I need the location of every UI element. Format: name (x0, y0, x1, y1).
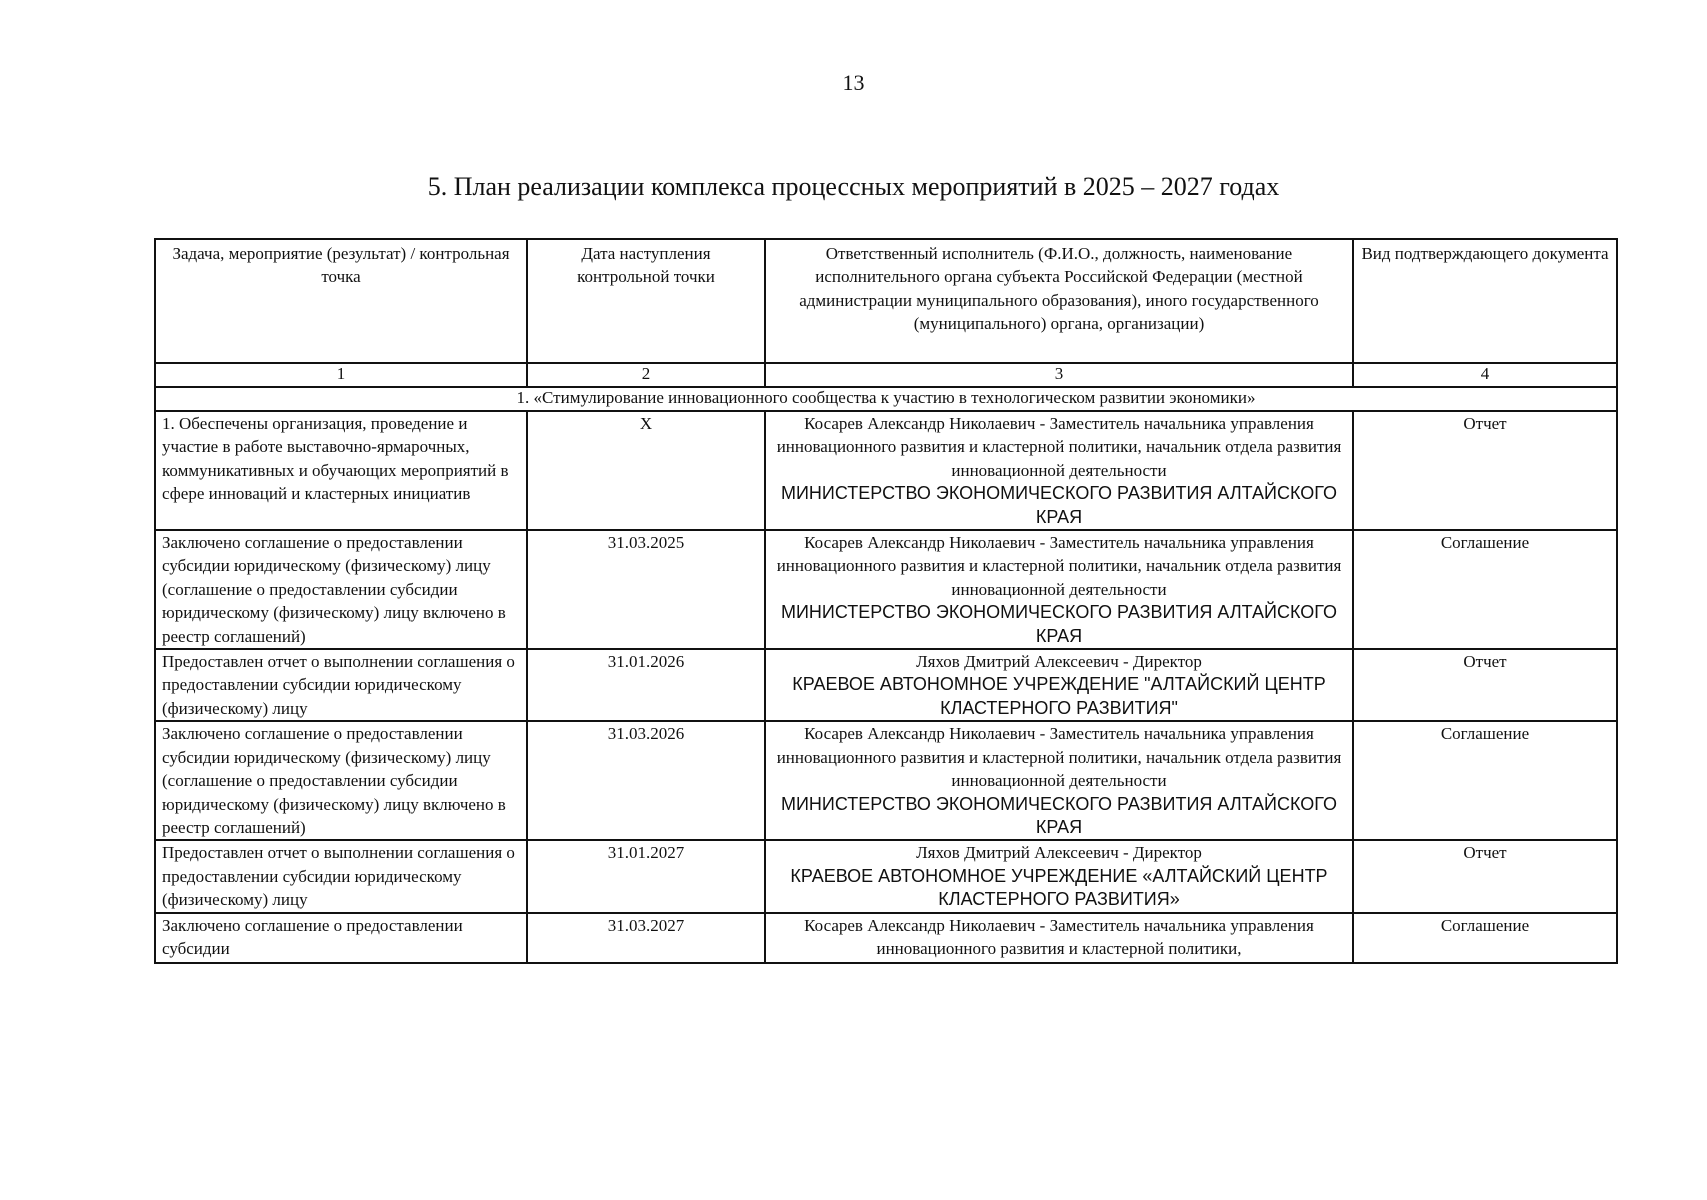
task-cell: Предоставлен отчет о выполнении соглашения о предоставлении субсидии юридическому (физическому) лицу (155, 840, 527, 912)
responsible-organization: МИНИСТЕРСТВО ЭКОНОМИЧЕСКОГО РАЗВИТИЯ АЛТАЙСКОГО КРАЯ (781, 602, 1337, 646)
table-row (155, 649, 1617, 721)
table-header-row (155, 239, 1617, 363)
column-number-row (155, 363, 1617, 387)
header-document: Вид подтверждающего документа (1353, 239, 1617, 363)
date-cell: 31.01.2026 (527, 649, 765, 721)
page-title: 5. План реализации комплекса процессных мероприятий в 2025 – 2027 годах (427, 172, 1280, 201)
header-task: Задача, мероприятие (результат) / контрольная точка (155, 239, 527, 363)
responsible-person: Ляхов Дмитрий Алексеевич - Директор (916, 843, 1202, 863)
table-row (155, 721, 1617, 840)
plan-table (154, 238, 1618, 964)
task-cell: Предоставлен отчет о выполнении соглашения о предоставлении субсидии юридическому (физическому) лицу (155, 649, 527, 721)
responsible-cell (765, 411, 1353, 530)
responsible-organization: КРАЕВОЕ АВТОНОМНОЕ УЧРЕЖДЕНИЕ "АЛТАЙСКИЙ ЦЕНТР КЛАСТЕРНОГО РАЗВИТИЯ" (792, 674, 1326, 718)
column-number: 1 (155, 363, 527, 387)
responsible-cell (765, 913, 1353, 963)
task-cell: 1. Обеспечены организация, проведение и участие в работе выставочно-ярмарочных, коммуникативных и обучающих мероприятий в сфере инноваций и кластерных инициатив (155, 411, 527, 530)
task-cell: Заключено соглашение о предоставлении субсидии юридическому (физическому) лицу (соглашение о предоставлении субсидии юридическому (физическому) лицу включено в реестр соглашений) (155, 721, 527, 840)
date-cell: X (527, 411, 765, 530)
section-title: 1. «Стимулирование инновационного сообщества к участию в технологическом развитии экономики» (155, 387, 1617, 411)
header-date: Дата наступления контрольной точки (527, 239, 765, 363)
document-cell: Отчет (1353, 411, 1617, 530)
responsible-person: Косарев Александр Николаевич - Заместитель начальника управления инновационного развития и кластерной политики, начальник отдела развития инновационной деятельности (776, 533, 1342, 599)
responsible-organization: МИНИСТЕРСТВО ЭКОНОМИЧЕСКОГО РАЗВИТИЯ АЛТАЙСКОГО КРАЯ (781, 483, 1337, 527)
responsible-organization: МИНИСТЕРСТВО ЭКОНОМИЧЕСКОГО РАЗВИТИЯ АЛТАЙСКОГО КРАЯ (781, 793, 1337, 837)
table-row (155, 411, 1617, 530)
responsible-person: Косарев Александр Николаевич - Заместитель начальника управления инновационного развития и кластерной политики, начальник отдела развития инновационной деятельности (776, 724, 1342, 791)
date-cell: 31.01.2027 (527, 840, 765, 912)
header-responsible: Ответственный исполнитель (Ф.И.О., должность, наименование исполнительного органа субъекта Российской Федерации (местной администрации муниципального образования), иного государственного (муниципального) органа, организации) (765, 239, 1353, 363)
date-cell: 31.03.2025 (527, 530, 765, 649)
date-cell: 31.03.2026 (527, 721, 765, 840)
table-row (155, 530, 1617, 649)
table-row (155, 913, 1617, 963)
table-row (155, 840, 1617, 912)
responsible-cell (765, 649, 1353, 721)
responsible-cell (765, 530, 1353, 649)
document-cell: Отчет (1353, 840, 1617, 912)
section-row (155, 387, 1617, 411)
column-number: 3 (765, 363, 1353, 387)
responsible-cell (765, 840, 1353, 912)
task-cell: Заключено соглашение о предоставлении субсидии юридическому (физическому) лицу (соглашение о предоставлении субсидии юридическому (физическому) лицу включено в реестр соглашений) (155, 530, 527, 649)
task-text: Заключено соглашение о предоставлении субсидии (162, 915, 463, 958)
page-number: 13 (842, 70, 865, 95)
date-cell: 31.03.2027 (527, 913, 765, 963)
document-cell: Отчет (1353, 649, 1617, 721)
document-cell: Соглашение (1353, 913, 1617, 963)
column-number: 2 (527, 363, 765, 387)
responsible-person: Косарев Александр Николаевич - Заместитель начальника управления инновационного развития и кластерной политики, начальник отдела развития инновационной деятельности (776, 414, 1342, 480)
responsible-person: Косарев Александр Николаевич - Заместитель начальника управления инновационного развития и кластерной политики, (804, 915, 1314, 958)
task-cell (155, 913, 527, 963)
document-cell: Соглашение (1353, 530, 1617, 649)
column-number: 4 (1353, 363, 1617, 387)
responsible-organization: КРАЕВОЕ АВТОНОМНОЕ УЧРЕЖДЕНИЕ «АЛТАЙСКИЙ ЦЕНТР КЛАСТЕРНОГО РАЗВИТИЯ» (790, 865, 1328, 910)
responsible-person: Ляхов Дмитрий Алексеевич - Директор (916, 652, 1202, 672)
responsible-cell (765, 721, 1353, 840)
document-cell: Соглашение (1353, 721, 1617, 840)
